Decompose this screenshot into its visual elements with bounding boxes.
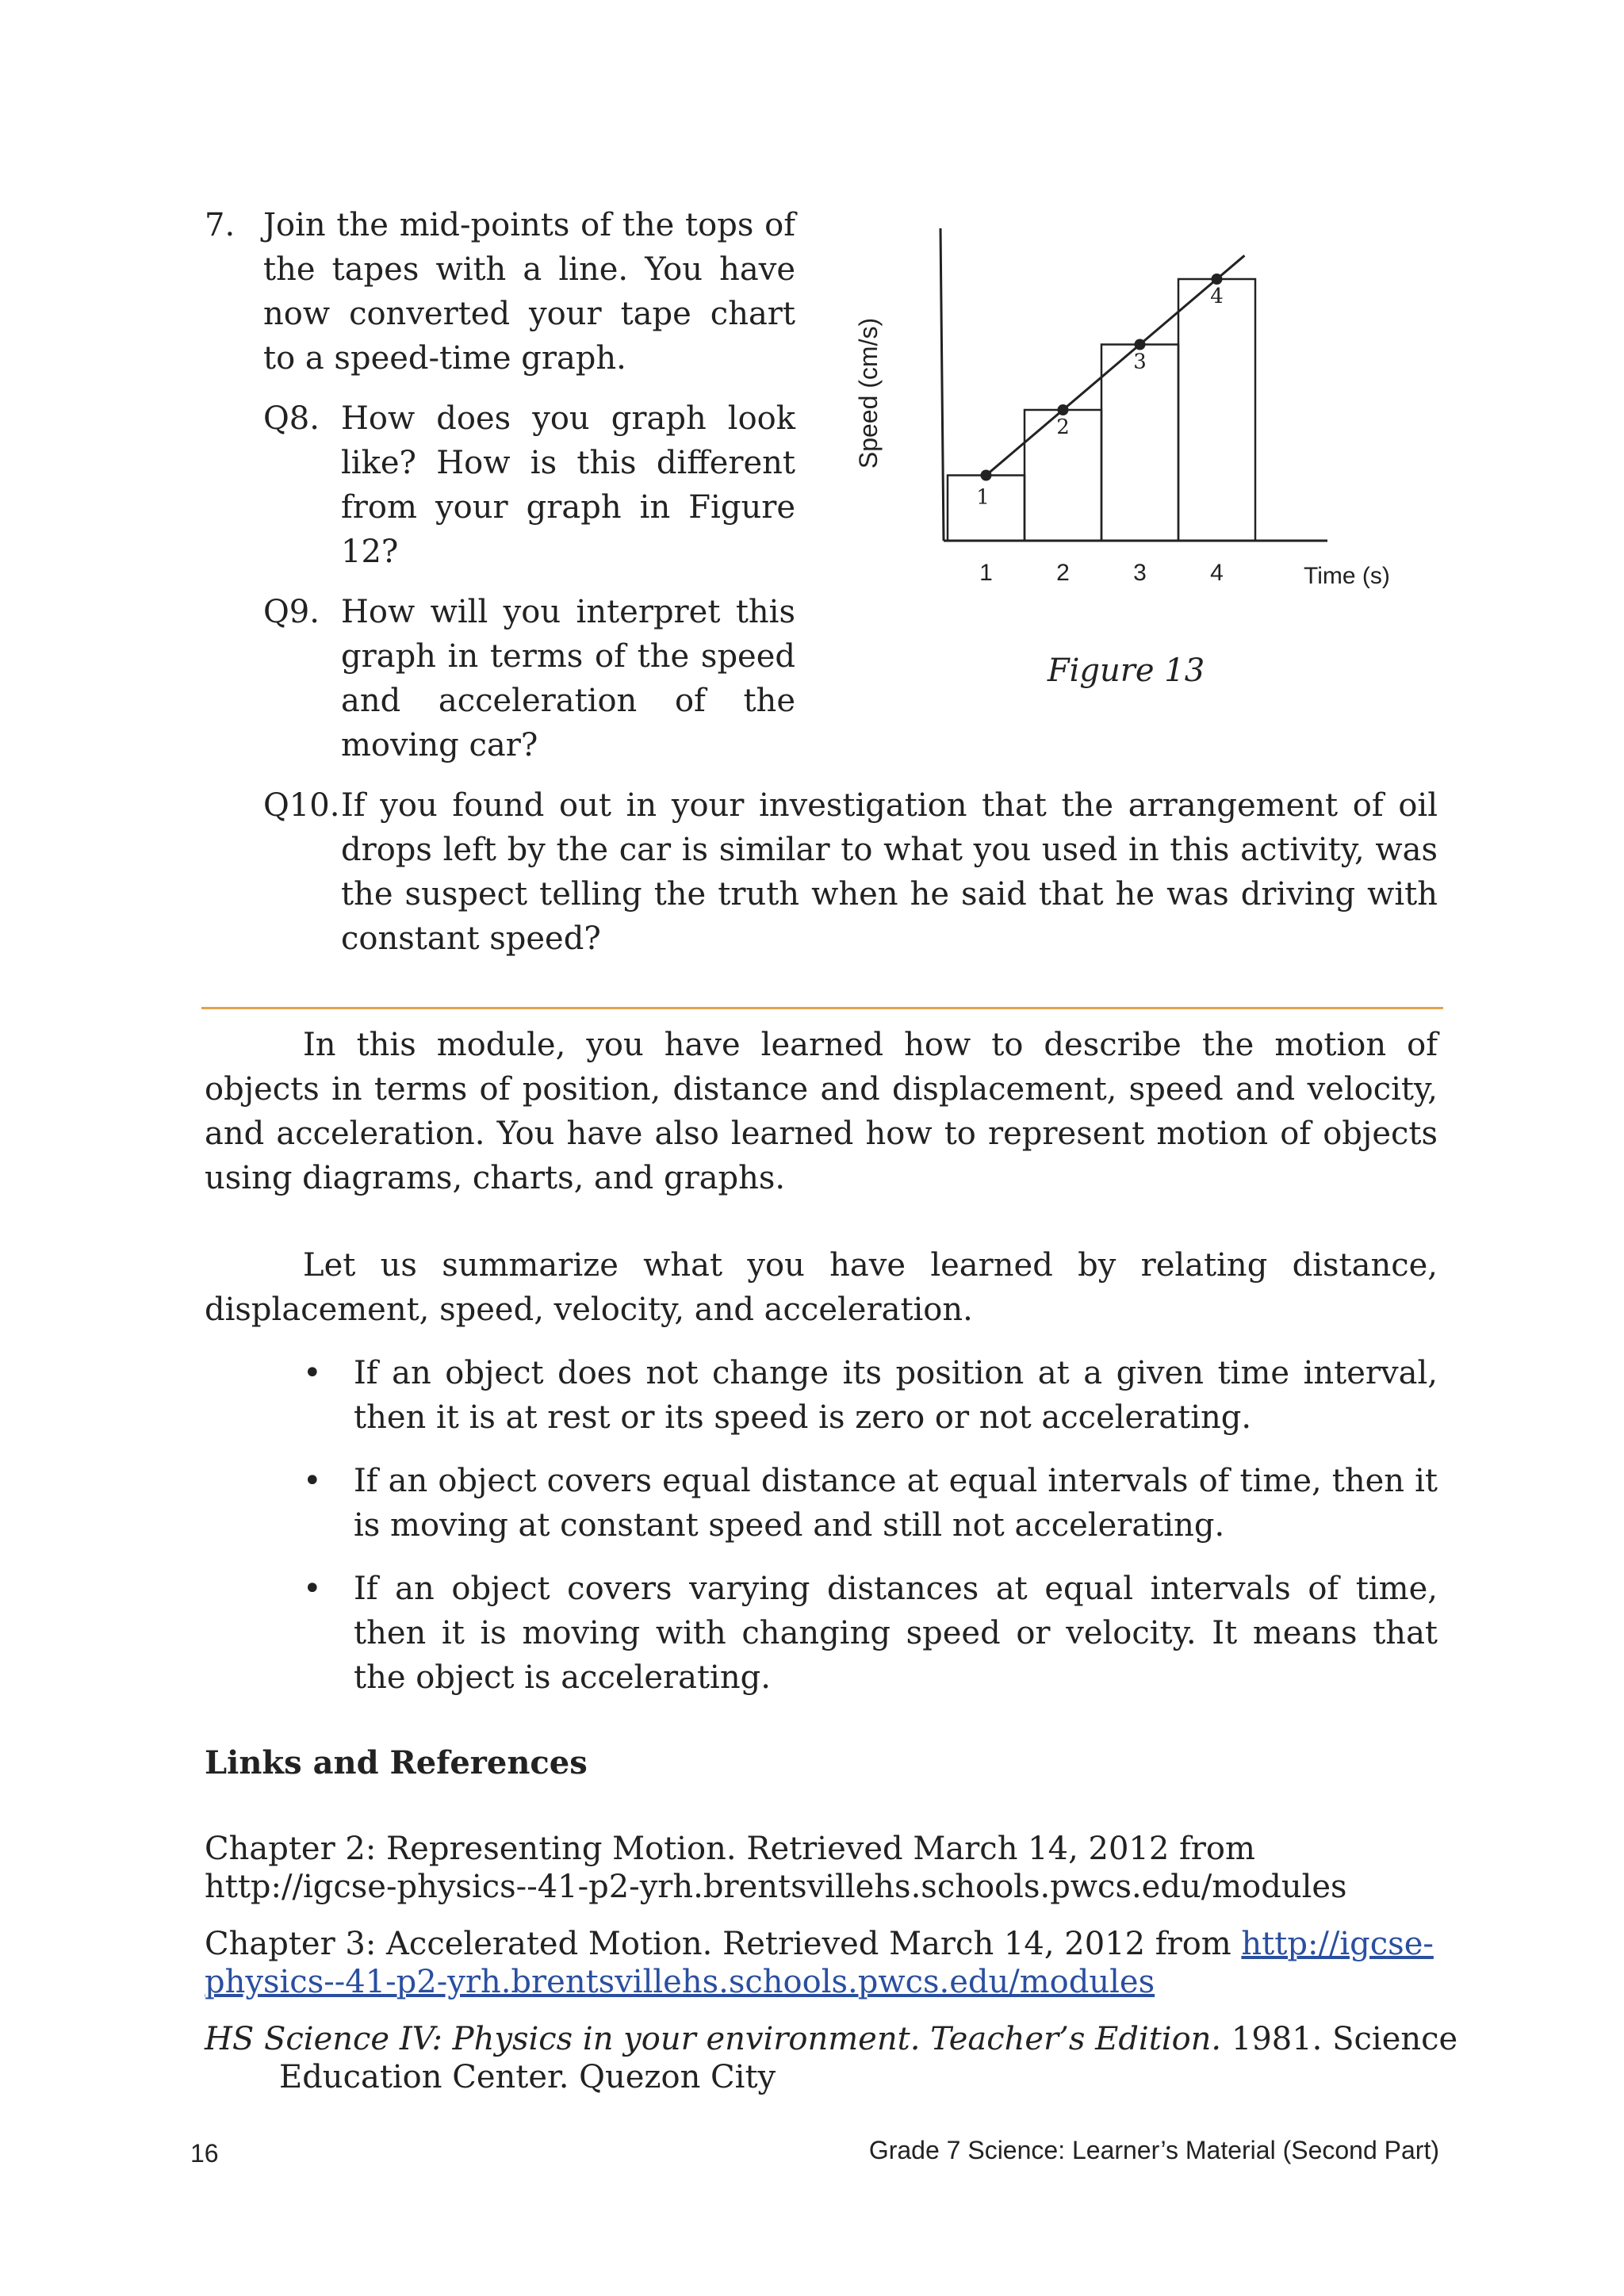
speed-time-chart: [847, 214, 1402, 595]
bar-label: 3: [1133, 350, 1147, 374]
question-text: If you found out in your investigation that the arrangement of oil drops left by the car is similar to what you used in this activity, was the suspect telling the truth when he said that he was driving with constant speed?: [341, 787, 1438, 957]
bullet-text: If an object does not change its position at a given time interval, then it is at rest or its speed is zero or not accelerating.: [354, 1355, 1438, 1436]
question-label: Q10.: [263, 787, 340, 824]
bullet-dot-icon: •: [303, 1355, 322, 1391]
trend-line: [986, 255, 1245, 475]
footer-title: Grade 7 Science: Learner’s Material (Second Part): [868, 2136, 1439, 2164]
summary-paragraph-2: Let us summarize what you have learned by relating distance, displacement, speed, velocity, and acceleration.: [205, 1247, 1438, 1328]
reference-text: 1981. Science Education Center. Quezon City: [279, 2021, 1458, 2095]
reference-link[interactable]: http://igcse-physics--41-p2-yrh.brentsvillehs.schools.pwcs.edu/modules: [205, 1926, 1434, 2000]
chart-svg: [847, 214, 1402, 595]
step-number: 7.: [205, 207, 236, 243]
question-q9: [263, 590, 795, 767]
tape-bar: [1101, 345, 1178, 541]
bullet-dot-icon: •: [303, 1571, 322, 1607]
reference-url: http://igcse-physics--41-p2-yrh.brentsvillehs.schools.pwcs.edu/modules: [205, 1869, 1347, 1905]
bar-label: 2: [1056, 415, 1070, 439]
question-label: Q8.: [263, 400, 320, 437]
summary-bullet-list: [293, 1351, 1438, 1719]
reference-text: Chapter 2: Representing Motion. Retrieved March 14, 2012 from: [205, 1831, 1255, 1867]
bar-label: 1: [976, 485, 990, 510]
question-q8: [263, 396, 795, 574]
step-7: [205, 203, 795, 381]
midpoint-dot: [1212, 274, 1223, 285]
midpoint-dot: [1058, 404, 1069, 415]
y-axis-label: Speed (cm/s): [854, 317, 883, 469]
question-text: How will you interpret this graph in terms of the speed and acceleration of the moving car?: [341, 594, 795, 763]
summary-paragraph-1: In this module, you have learned how to describe the motion of objects in terms of position, distance and displacement, speed and velocity, and acceleration. You have also learned how to represent motion of objects using diagrams, charts, and graphs.: [205, 1027, 1438, 1196]
x-tick-label: 3: [1133, 560, 1147, 586]
reference-3: [205, 2020, 1512, 2096]
bullet-text: If an object covers varying distances at equal intervals of time, then it is moving with changing speed or velocity. It means that the object is accelerating.: [354, 1571, 1438, 1696]
bullet-item: [293, 1567, 1438, 1700]
reference-1: [205, 1830, 1438, 1906]
midpoint-dot: [981, 470, 992, 481]
section-divider: [201, 1007, 1443, 1009]
reference-2: [205, 1925, 1438, 2001]
reference-title: HS Science IV: Physics in your environment. Teacher’s Edition.: [205, 2021, 1222, 2057]
question-text: How does you graph look like? How is this different from your graph in Figure 12?: [341, 400, 795, 570]
bullet-item: [293, 1459, 1438, 1548]
figure-caption: Figure 13: [1047, 652, 1205, 689]
reference-text: Chapter 3: Accelerated Motion. Retrieved March 14, 2012 from: [205, 1926, 1242, 1962]
x-tick-label: 4: [1210, 560, 1224, 586]
bar-label: 4: [1210, 285, 1224, 308]
x-tick-label: 2: [1056, 560, 1070, 586]
question-q10: [263, 783, 1438, 961]
x-tick-label: 1: [979, 560, 993, 586]
page-number: 16: [190, 2139, 219, 2168]
links-heading: Links and References: [205, 1744, 588, 1781]
tape-bar: [1178, 279, 1255, 541]
bullet-text: If an object covers equal distance at equal intervals of time, then it is moving at constant speed and still not accelerating.: [354, 1463, 1438, 1544]
step-text: Join the mid-points of the tops of the tapes with a line. You have now converted your tape chart to a speed-time graph.: [263, 207, 795, 377]
y-axis: [940, 228, 944, 541]
x-axis-label: Time (s): [1304, 563, 1390, 589]
midpoint-dot: [1135, 339, 1146, 350]
bullet-dot-icon: •: [303, 1463, 322, 1499]
question-label: Q9.: [263, 594, 320, 630]
bullet-item: [293, 1351, 1438, 1440]
